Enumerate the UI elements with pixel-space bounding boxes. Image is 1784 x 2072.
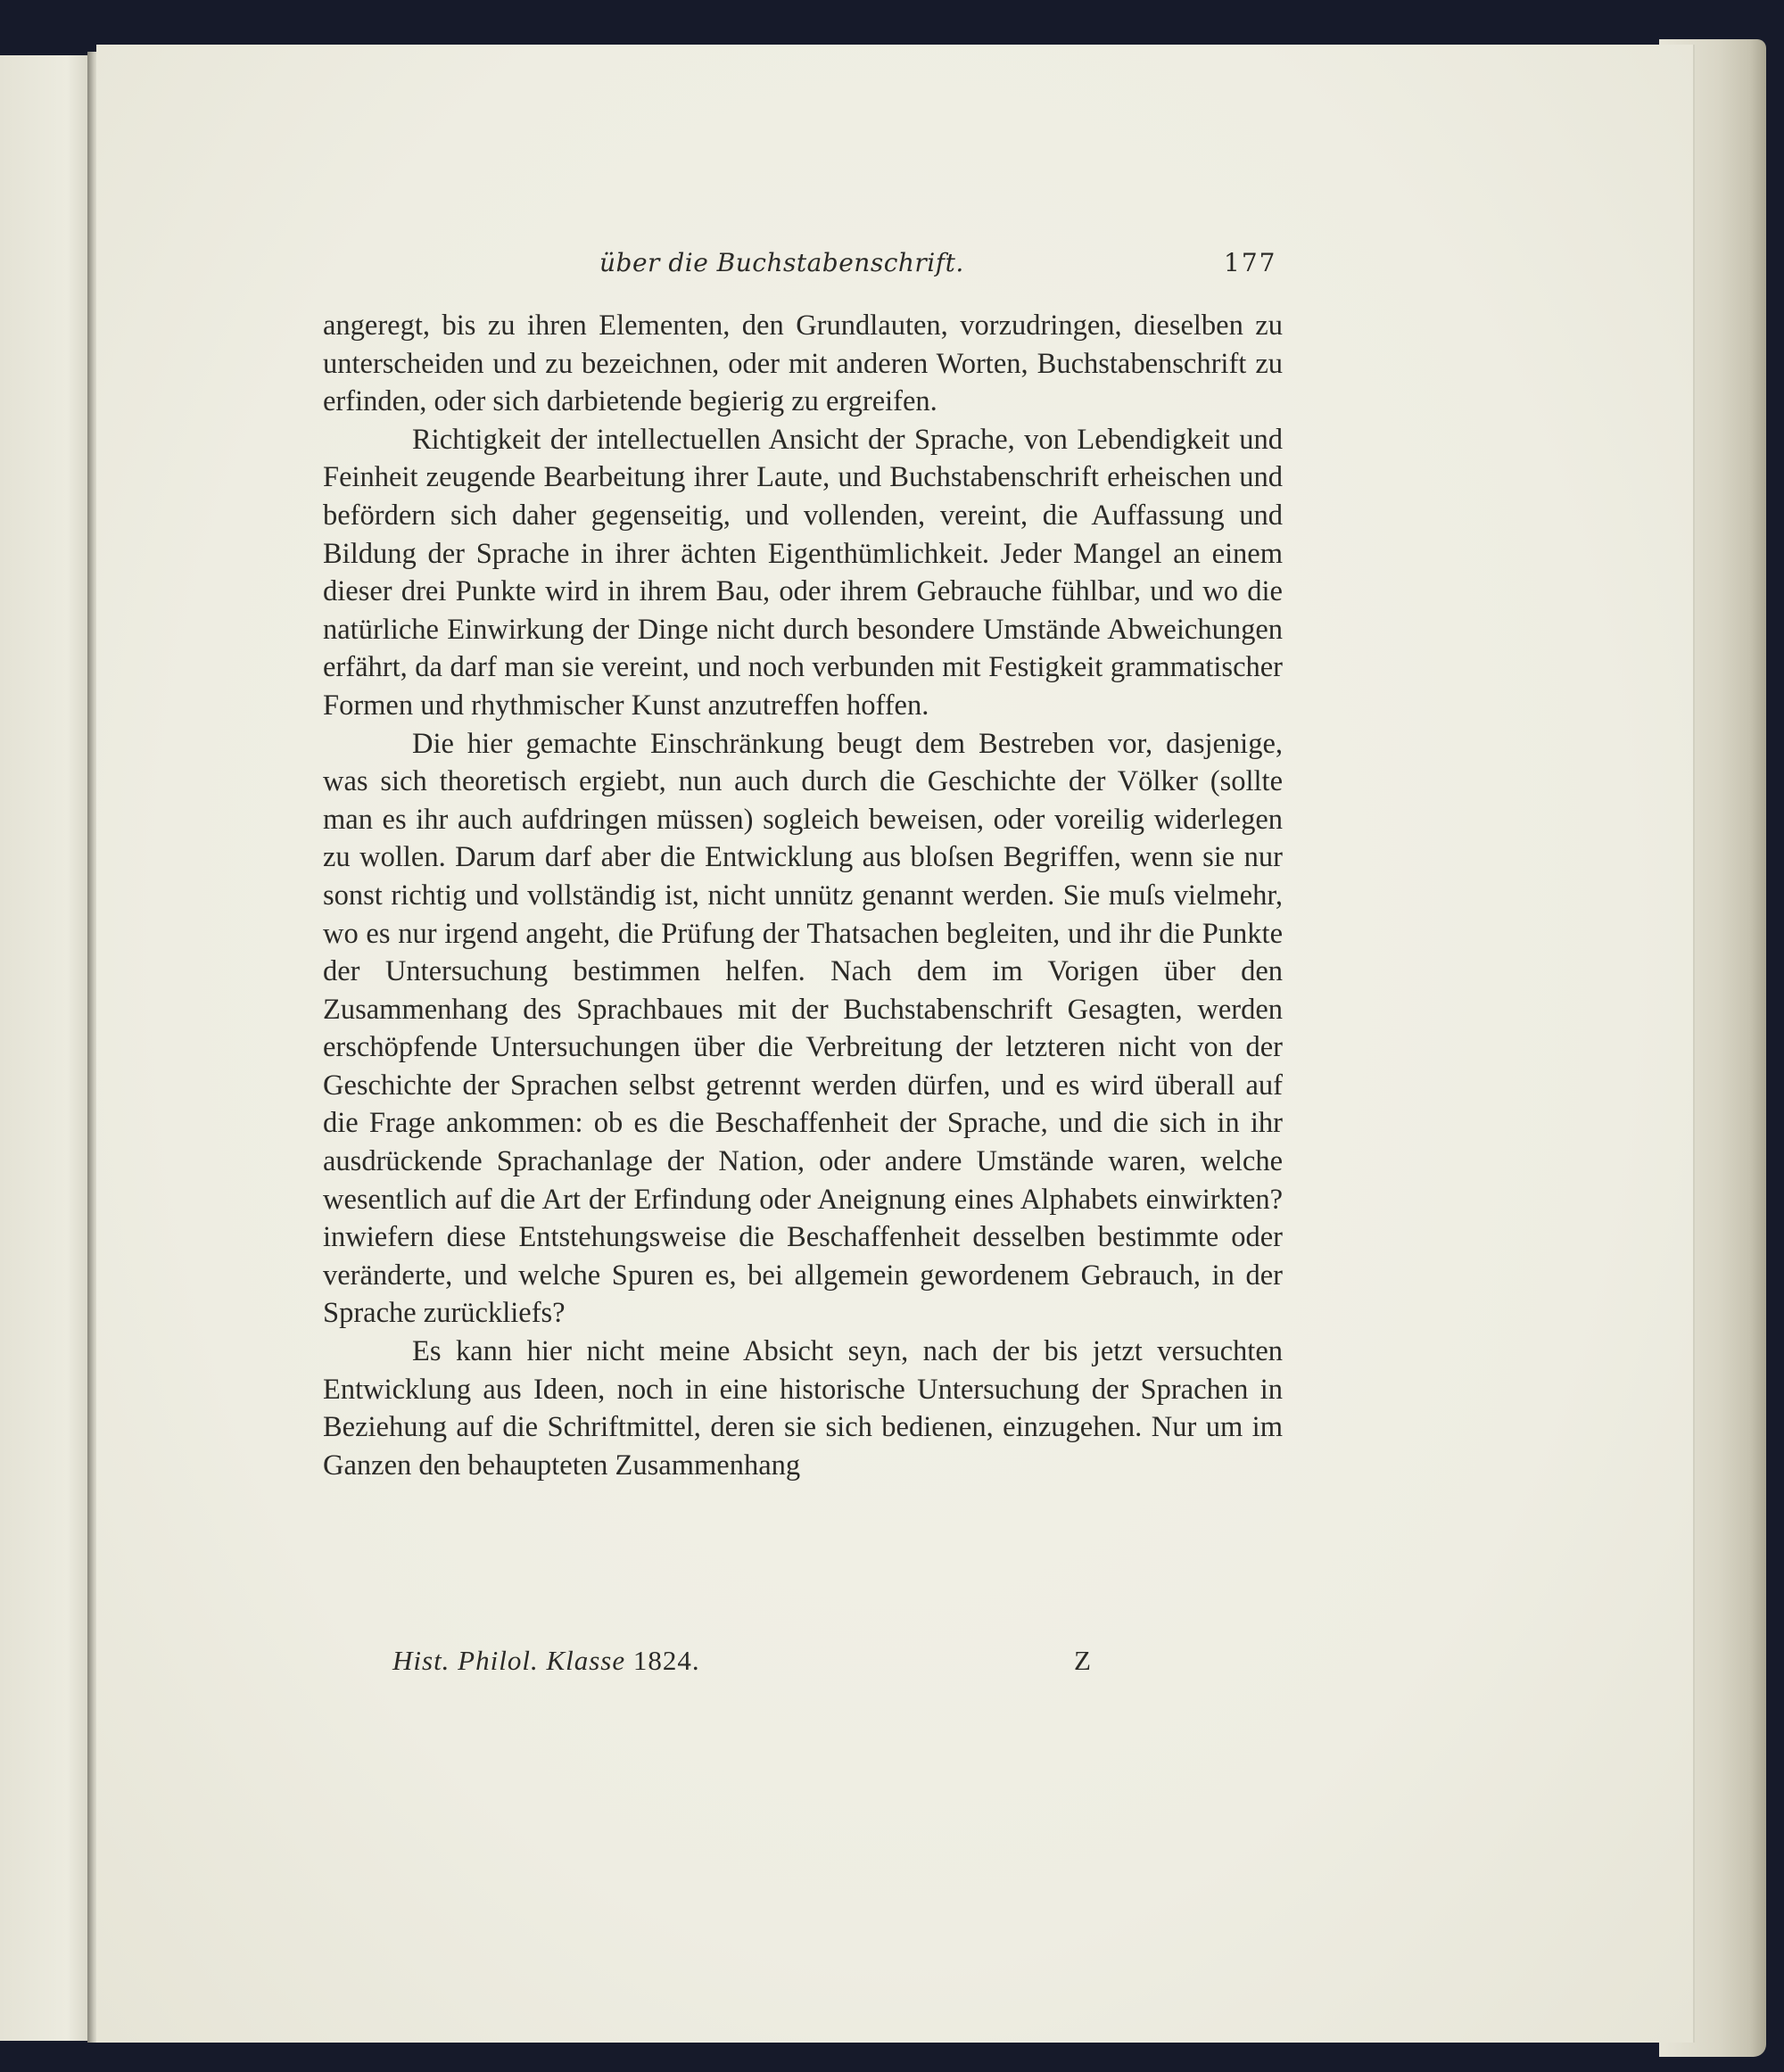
footer-year: 1824. [632,1645,700,1676]
footer-series: Hist. Philol. Klasse [392,1645,626,1676]
page-number: 177 [1224,248,1277,277]
body-text [323,307,1283,1484]
page-footer [0,1645,1784,1686]
paragraph: Die hier gemachte Einschränkung beugt dem Bestreben vor, dasjenige, was sich theoretisch ergiebt, nun auch durch die Geschichte der Völker (sollte man es ihr auch aufdringen müssen) sogleich beweisen, oder voreilig widerlegen zu wollen. Darum darf aber die Entwicklung aus bloſsen Begriffen, wenn sie nur sonst richtig und vollständig ist, nicht unnütz genannt werden. Sie muſs vielmehr, wo es nur irgend angeht, die Prüfung der Thatsachen begleiten, und ihr die Punkte der Untersuchung bestimmen helfen. Nach dem im Vorigen über den Zusammenhang des Sprachbaues mit der Buchstabenschrift Gesagten, werden erschöpfende Untersuchungen über die Verbreitung der letzteren nicht von der Geschichte der Sprachen selbst getrennt werden dürfen, und es wird überall auf die Frage ankommen: ob es die Beschaffenheit der Sprache, und die sich in ihr ausdrückende Sprachanlage der Nation, oder andere Umstände waren, welche wesentlich auf die Art der Erfindung oder Aneignung eines Alphabets einwirkten? inwiefern diese Entstehungsweise die Beschaffenheit desselben bestimmte oder veränderte, und welche Spuren es, bei allgemein gewordenem Gebrauch, in der Sprache zurückliefs? [323,727,1283,1330]
signature-mark: Z [1074,1645,1091,1676]
paragraph-continuation: angeregt, bis zu ihren Elementen, den Grundlauten, vorzudringen, dieselben zu unterscheiden und zu bezeichnen, oder mit anderen Worten, Buchstabenschrift zu erfinden, oder sich darbietende begierig zu ergreifen. [323,310,1283,418]
footer-series-line [392,1645,700,1677]
running-head [0,248,1784,293]
paragraph: Richtigkeit der intellectuellen Ansicht der Sprache, von Lebendigkeit und Feinheit zeugende Bearbeitung ihrer Laute, und Buchstabenschrift erheischen und befördern sich daher gegenseitig, und vollenden, vereint, die Auffassung und Bildung der Sprache in ihrer ächten Eigenthümlichkeit. Jeder Mangel an einem dieser drei Punkte wird in ihrem Bau, oder ihrem Gebrauche fühlbar, und wo die natürliche Einwirkung der Dinge nicht durch besondere Umstände Abweichungen erfährt, da darf man sie vereint, und noch verbunden mit Festigkeit grammatischer Formen und rhythmischer Kunst anzutreffen hoffen. [323,423,1283,722]
paragraph: Es kann hier nicht meine Absicht seyn, nach der bis jetzt versuchten Entwicklung aus Ideen, noch in eine historische Untersuchung der Sprachen in Beziehung auf die Schriftmittel, deren sie sich bedienen, einzugehen. Nur um im Ganzen den behaupteten Zusammenhang [323,1335,1283,1482]
facing-page-edge [0,55,89,2041]
running-title: über die Buchstabenschrift. [599,248,964,277]
